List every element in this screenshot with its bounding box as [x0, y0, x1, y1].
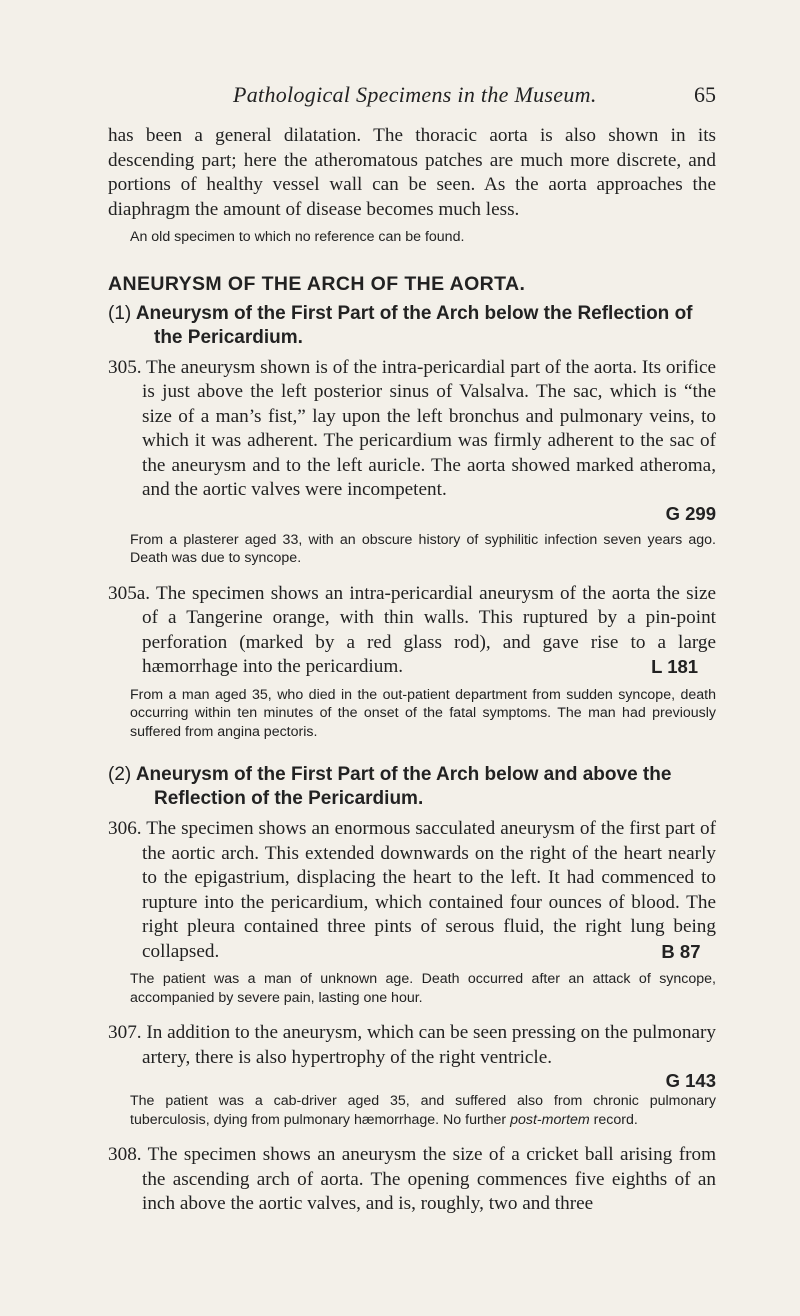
entry-305-text: 305. The aneurysm shown is of the intra-pericardial part of the aorta. Its orifice is just above the left posterior sinus of Valsalva. The sac, which is “the size of a man’s fist,” lay upon the left bronchus and pulmonary veins, to which it was adherent. The pericardium was firmly adherent to the sac of the aneurysm and to the left auricle. The aorta showed marked atheroma, and the aortic valves were incompetent.: [108, 356, 716, 500]
entry-305a-note: From a man aged 35, who died in the out-patient department from sudden syncope, death occurring within ten minutes of the onset of the fatal symptoms. The man had previously suffered from angina pectoris.: [130, 686, 716, 740]
entry-305-note: From a plasterer aged 33, with an obscure history of syphilitic infection seven years ago. Death was due to syncope.: [130, 531, 716, 566]
entry-306: [108, 817, 716, 1007]
entry-305a-ref: L 181: [651, 656, 699, 677]
entry-307-note-start: The patient was a cab-driver aged 35, and suffered also from chronic pulmonary tuberculosis, dying from pulmonary hæmorrhage. No further: [130, 1093, 716, 1128]
entry-308-text: 308. The specimen shows an aneurysm the size of a cricket ball arising from the ascending arch of aorta. The opening commences five eighths of an inch above the aortic valves, and is, roughly, two and three: [108, 1144, 716, 1214]
entry-305a-text: [108, 582, 716, 680]
entry-307-text: 307. In addition to the aneurysm, which can be seen pressing on the pulmonary artery, there is also hypertrophy of the right ventricle.: [108, 1022, 716, 1068]
entry-305a-body: 305a. The specimen shows an intra-pericardial aneurysm of the aorta the size of a Tangerine orange, with thin walls. This ruptured by a pin-point perforation (marked by a red glass rod), and gave rise to a large hæmorrhage into the pericardium.: [108, 582, 716, 677]
entry-306-body: 306. The specimen shows an enormous sacculated aneurysm of the first part of the aortic arch. This extended downwards on the right of the heart nearly to the epigastrium, displacing the heart to the left. It had commenced to rupture into the pericardium, which contained four ounces of blood. The right pleura contained three pints of serous fluid, the right lung being collapsed.: [108, 818, 716, 962]
entry-307-note-end: record.: [593, 1111, 638, 1128]
entry-307-ref: G 143: [665, 1070, 716, 1091]
page-content: [108, 124, 716, 1217]
section-heading: ANEURYSM OF THE ARCH OF THE AORTA.: [108, 272, 526, 295]
subsection-2-number: (2): [108, 764, 132, 785]
entry-306-ref: B 87: [661, 940, 701, 962]
running-head: [108, 82, 716, 112]
entry-307-note-italic: post-mortem: [510, 1111, 590, 1128]
entry-305a: [108, 582, 716, 742]
subsection-1-title: Aneurysm of the First Part of the Arch below the Reflection of the Pericardium.: [135, 302, 693, 348]
subsection-2-heading: [108, 763, 716, 811]
entry-307-note: [108, 1092, 716, 1129]
subsection-2-title: Aneurysm of the First Part of the Arch below and above the Reflection of the Pericardium.: [135, 764, 672, 809]
intro-note: An old specimen to which no reference can be found.: [130, 229, 465, 245]
entry-306-note: The patient was a man of unknown age. Death occurred after an attack of syncope, accompanied by severe pain, lasting one hour.: [130, 971, 716, 1006]
entry-305-ref: G 299: [665, 502, 716, 524]
intro-paragraph: has been a general dilatation. The thoracic aorta is also shown in its descending part; here the atheromatous patches are much more discrete, and portions of healthy vessel wall can be seen. As the aorta approaches the diaphragm the amount of disease becomes much less.: [108, 125, 716, 220]
page-number: 65: [694, 82, 716, 107]
entry-306-text: [108, 817, 716, 964]
entry-305: [108, 356, 716, 568]
subsection-1-heading: [108, 302, 716, 350]
entry-307: [108, 1021, 716, 1129]
running-title: Pathological Specimens in the Museum.: [233, 82, 597, 107]
entry-308: [108, 1143, 716, 1217]
subsection-1-number: (1): [108, 302, 132, 324]
